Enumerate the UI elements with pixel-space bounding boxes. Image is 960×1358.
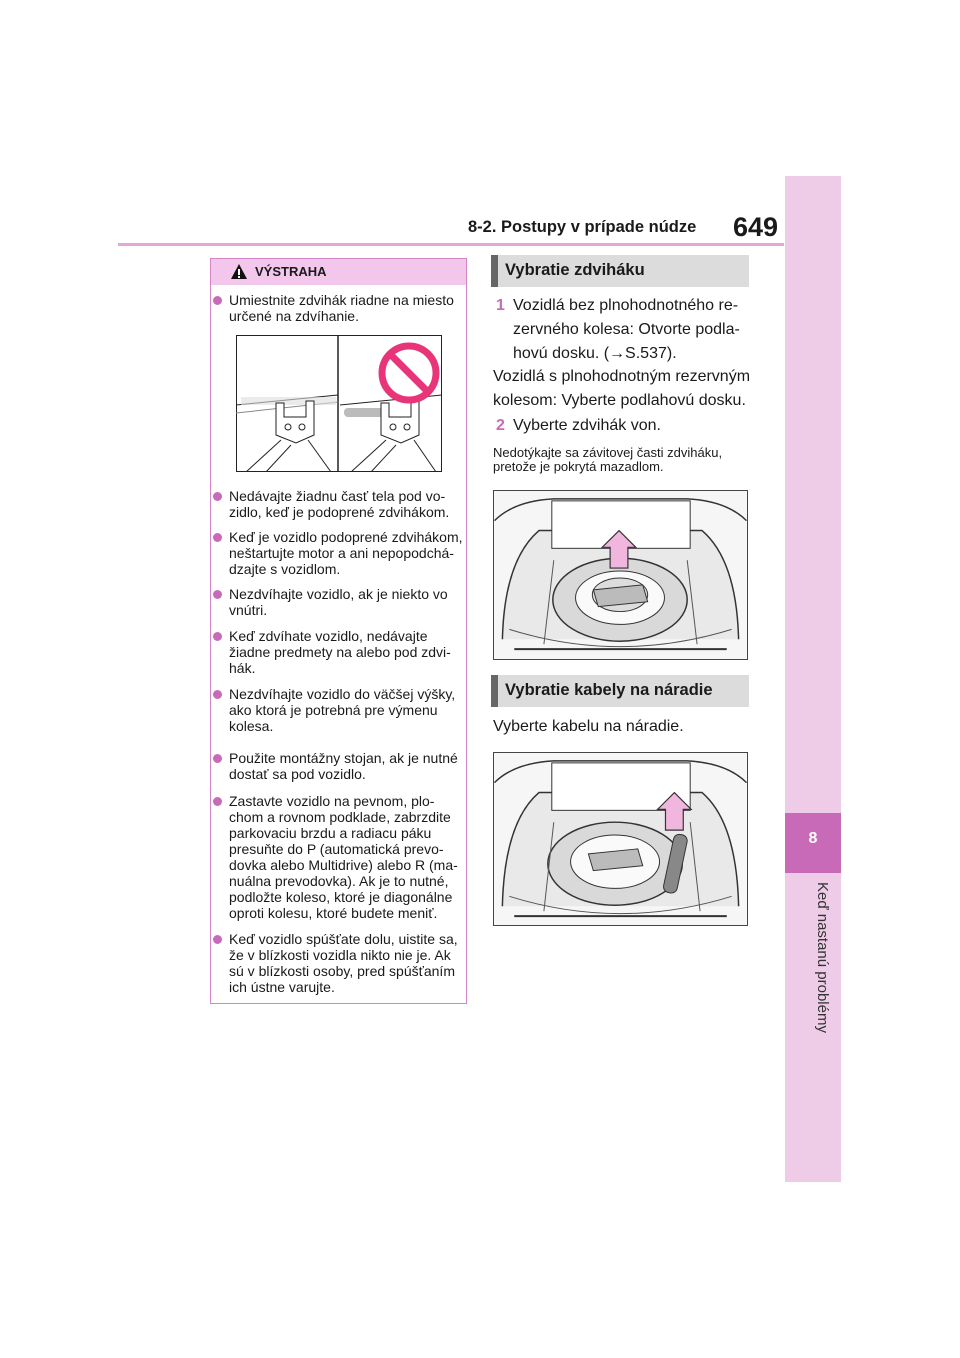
bullet-icon [213,296,222,305]
bullet-icon [213,935,222,944]
warning-item: Keď vozidlo spúšťate dolu, uistite sa, že v blízkosti vozidla nikto nie je. Ak sú v blízkosti osoby, pred spúšťaním ich ústne varujte. [213,931,465,995]
warning-title: VÝSTRAHA [255,264,327,279]
bullet-icon [213,533,222,542]
section-heading-jack: Vybratie zdviháku [491,255,749,287]
warning-item: Nezdvíhajte vozidlo, ak je niekto vo vnútri. [213,586,465,618]
warning-item: Umiestnite zdvihák riadne na miesto určené na zdvíhanie. [213,292,465,324]
warning-item: Keď je vozidlo podoprené zdvihákom, neštartujte motor a ani nepopodchá-dzajte s vozidlom. [213,529,465,577]
paragraph: Vozidlá s plnohodnotným rezervným kolesom: Vyberte podlahovú dosku. [493,368,751,409]
bullet-icon [213,690,222,699]
step-number: 1 [496,297,505,314]
heading-bar [491,675,498,707]
note-text: Nedotýkajte sa závitovej časti zdviháku, pretože je pokrytá mazadlom. [493,445,723,474]
bullet-icon [213,797,222,806]
header-rule [118,243,784,246]
warning-item: Zastavte vozidlo na pevnom, plo-chom a rovnom podklade, zabrzdite parkovaciu brzdu a radiacu páku presuňte do P (automatická prevo-dovka alebo Multidrive) alebo R (ma-nuálna prevodovka). Ak je to nutné, podložte koleso, ktoré je diagonálne oproti kolesu, ktoré budete meniť. [213,793,465,921]
step-number: 2 [496,417,505,434]
trunk-tool-bag-photo [493,752,748,926]
warning-triangle-icon [230,263,248,280]
chapter-side-tab [785,176,841,1182]
warning-item: Nezdvíhajte vozidlo do väčšej výšky, ako ktorá je potrebná pre výmenu kolesa. [213,686,465,734]
paragraph: Vyberte kabelu na náradie. [493,718,684,735]
warning-item: Nedávajte žiadnu časť tela pod vo-zidlo, keď je podoprené zdvihákom. [213,488,465,520]
section-heading-tool-bag: Vybratie kabely na náradie [491,675,749,707]
bullet-icon [213,492,222,501]
bullet-icon [213,754,222,763]
step-text: Vyberte zdvihák von. [513,417,661,434]
step-text: Vozidlá bez plnohodnotného re-zervného kolesa: Otvorte podla-hovú dosku. (→S.537). [513,297,740,362]
trunk-jack-photo [493,490,748,660]
warning-header [211,259,466,285]
bullet-icon [213,590,222,599]
chapter-label: Keď nastanú problémy [814,882,831,1033]
heading-bar [491,255,498,287]
warning-item: Keď zdvíhate vozidlo, nedávajte žiadne predmety na alebo pod zdvi-hák. [213,628,465,676]
bullet-icon [213,632,222,641]
jack-placement-figure [236,335,442,472]
section-title: 8-2. Postupy v prípade núdze [468,218,697,236]
chapter-number: 8 [808,830,818,847]
warning-item: Použite montážny stojan, ak je nutné dostať sa pod vozidlo. [213,750,465,782]
page-number: 649 [733,212,779,242]
